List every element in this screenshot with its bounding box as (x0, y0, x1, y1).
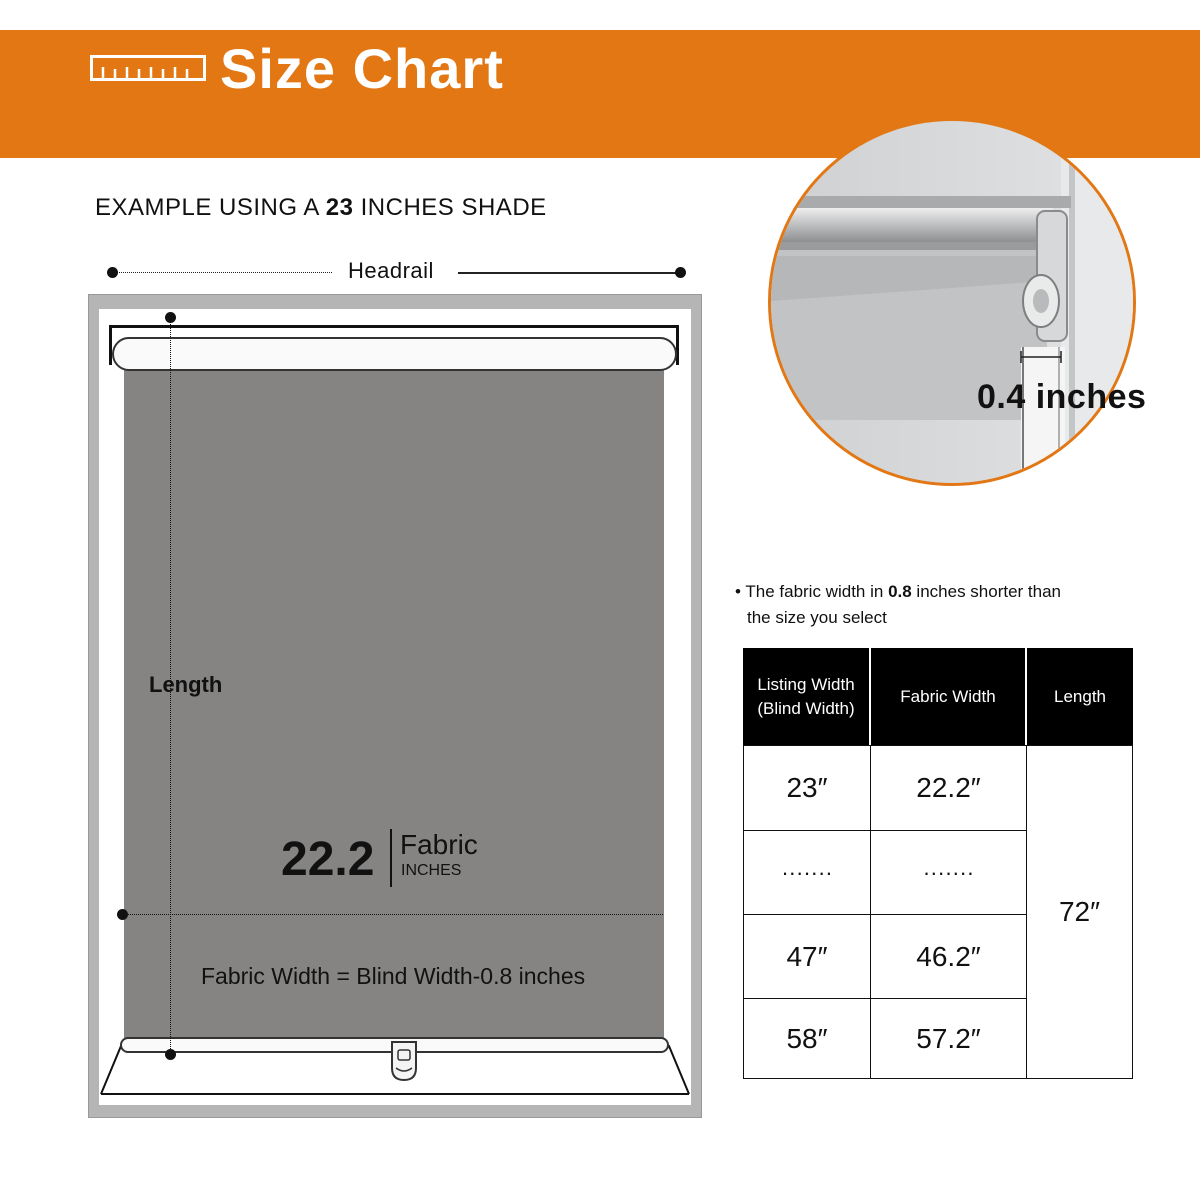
header-fabric-width: Fabric Width (871, 648, 1025, 745)
example-caption (95, 194, 547, 222)
clearance-unit: inches (1035, 378, 1147, 416)
example-suffix: INCHES SHADE (353, 194, 547, 221)
headrail-dimension-right (458, 272, 680, 274)
note-line-1-suffix: inches shorter than (911, 582, 1062, 601)
headrail-roller (112, 337, 677, 371)
clearance-label (977, 378, 1146, 417)
fabric-width-note (735, 579, 1061, 631)
page-title: Size Chart (220, 37, 504, 100)
note-bullet: • (735, 582, 741, 601)
table-cell: ······· (870, 830, 1027, 915)
clearance-value: 0.4 (977, 378, 1026, 416)
fabric-value-divider (390, 829, 392, 887)
headrail-dimension-left (112, 272, 332, 273)
length-value-cell: 72″ (1026, 745, 1133, 1079)
bracket-detail-illustration (771, 121, 1136, 486)
pull-handle-icon (384, 1038, 424, 1082)
example-prefix: EXAMPLE USING A (95, 194, 326, 221)
size-table (743, 648, 1133, 1079)
detail-magnifier (768, 118, 1136, 486)
table-cell: ······· (743, 830, 871, 915)
length-label: Length (149, 672, 223, 697)
fabric-width-unit: INCHES (401, 862, 462, 879)
note-line-2: the size you select (747, 608, 887, 627)
fabric-width-dimension-line (123, 914, 663, 915)
headrail-end-dot-left (107, 267, 118, 278)
header-listing-width-line1: Listing Width (757, 674, 855, 694)
length-end-dot-top (165, 312, 176, 323)
headrail-label: Headrail (348, 258, 434, 283)
table-cell: 23″ (743, 745, 871, 831)
fabric-width-end-dot (117, 909, 128, 920)
note-line-1-value: 0.8 (888, 582, 912, 601)
length-end-dot-bottom (165, 1049, 176, 1060)
note-line-1 (735, 579, 1061, 605)
header-listing-width-line2: (Blind Width) (757, 698, 855, 718)
note-line-1-prefix: The fabric width in (745, 582, 889, 601)
shade-fabric (124, 370, 664, 1038)
ruler-icon (90, 55, 206, 81)
fabric-width-value: 22.2 (281, 833, 375, 886)
header-listing-width (743, 648, 869, 745)
table-cell: 58″ (743, 998, 871, 1079)
table-cell: 47″ (743, 914, 871, 999)
table-cell: 57.2″ (870, 998, 1027, 1079)
headrail-end-dot-right (675, 267, 686, 278)
fabric-width-word: Fabric (400, 829, 478, 860)
table-cell: 46.2″ (870, 914, 1027, 999)
header-length: Length (1027, 648, 1133, 745)
fabric-width-formula: Fabric Width = Blind Width-0.8 inches (201, 963, 586, 989)
example-number: 23 (325, 194, 354, 221)
table-cell: 22.2″ (870, 745, 1027, 831)
